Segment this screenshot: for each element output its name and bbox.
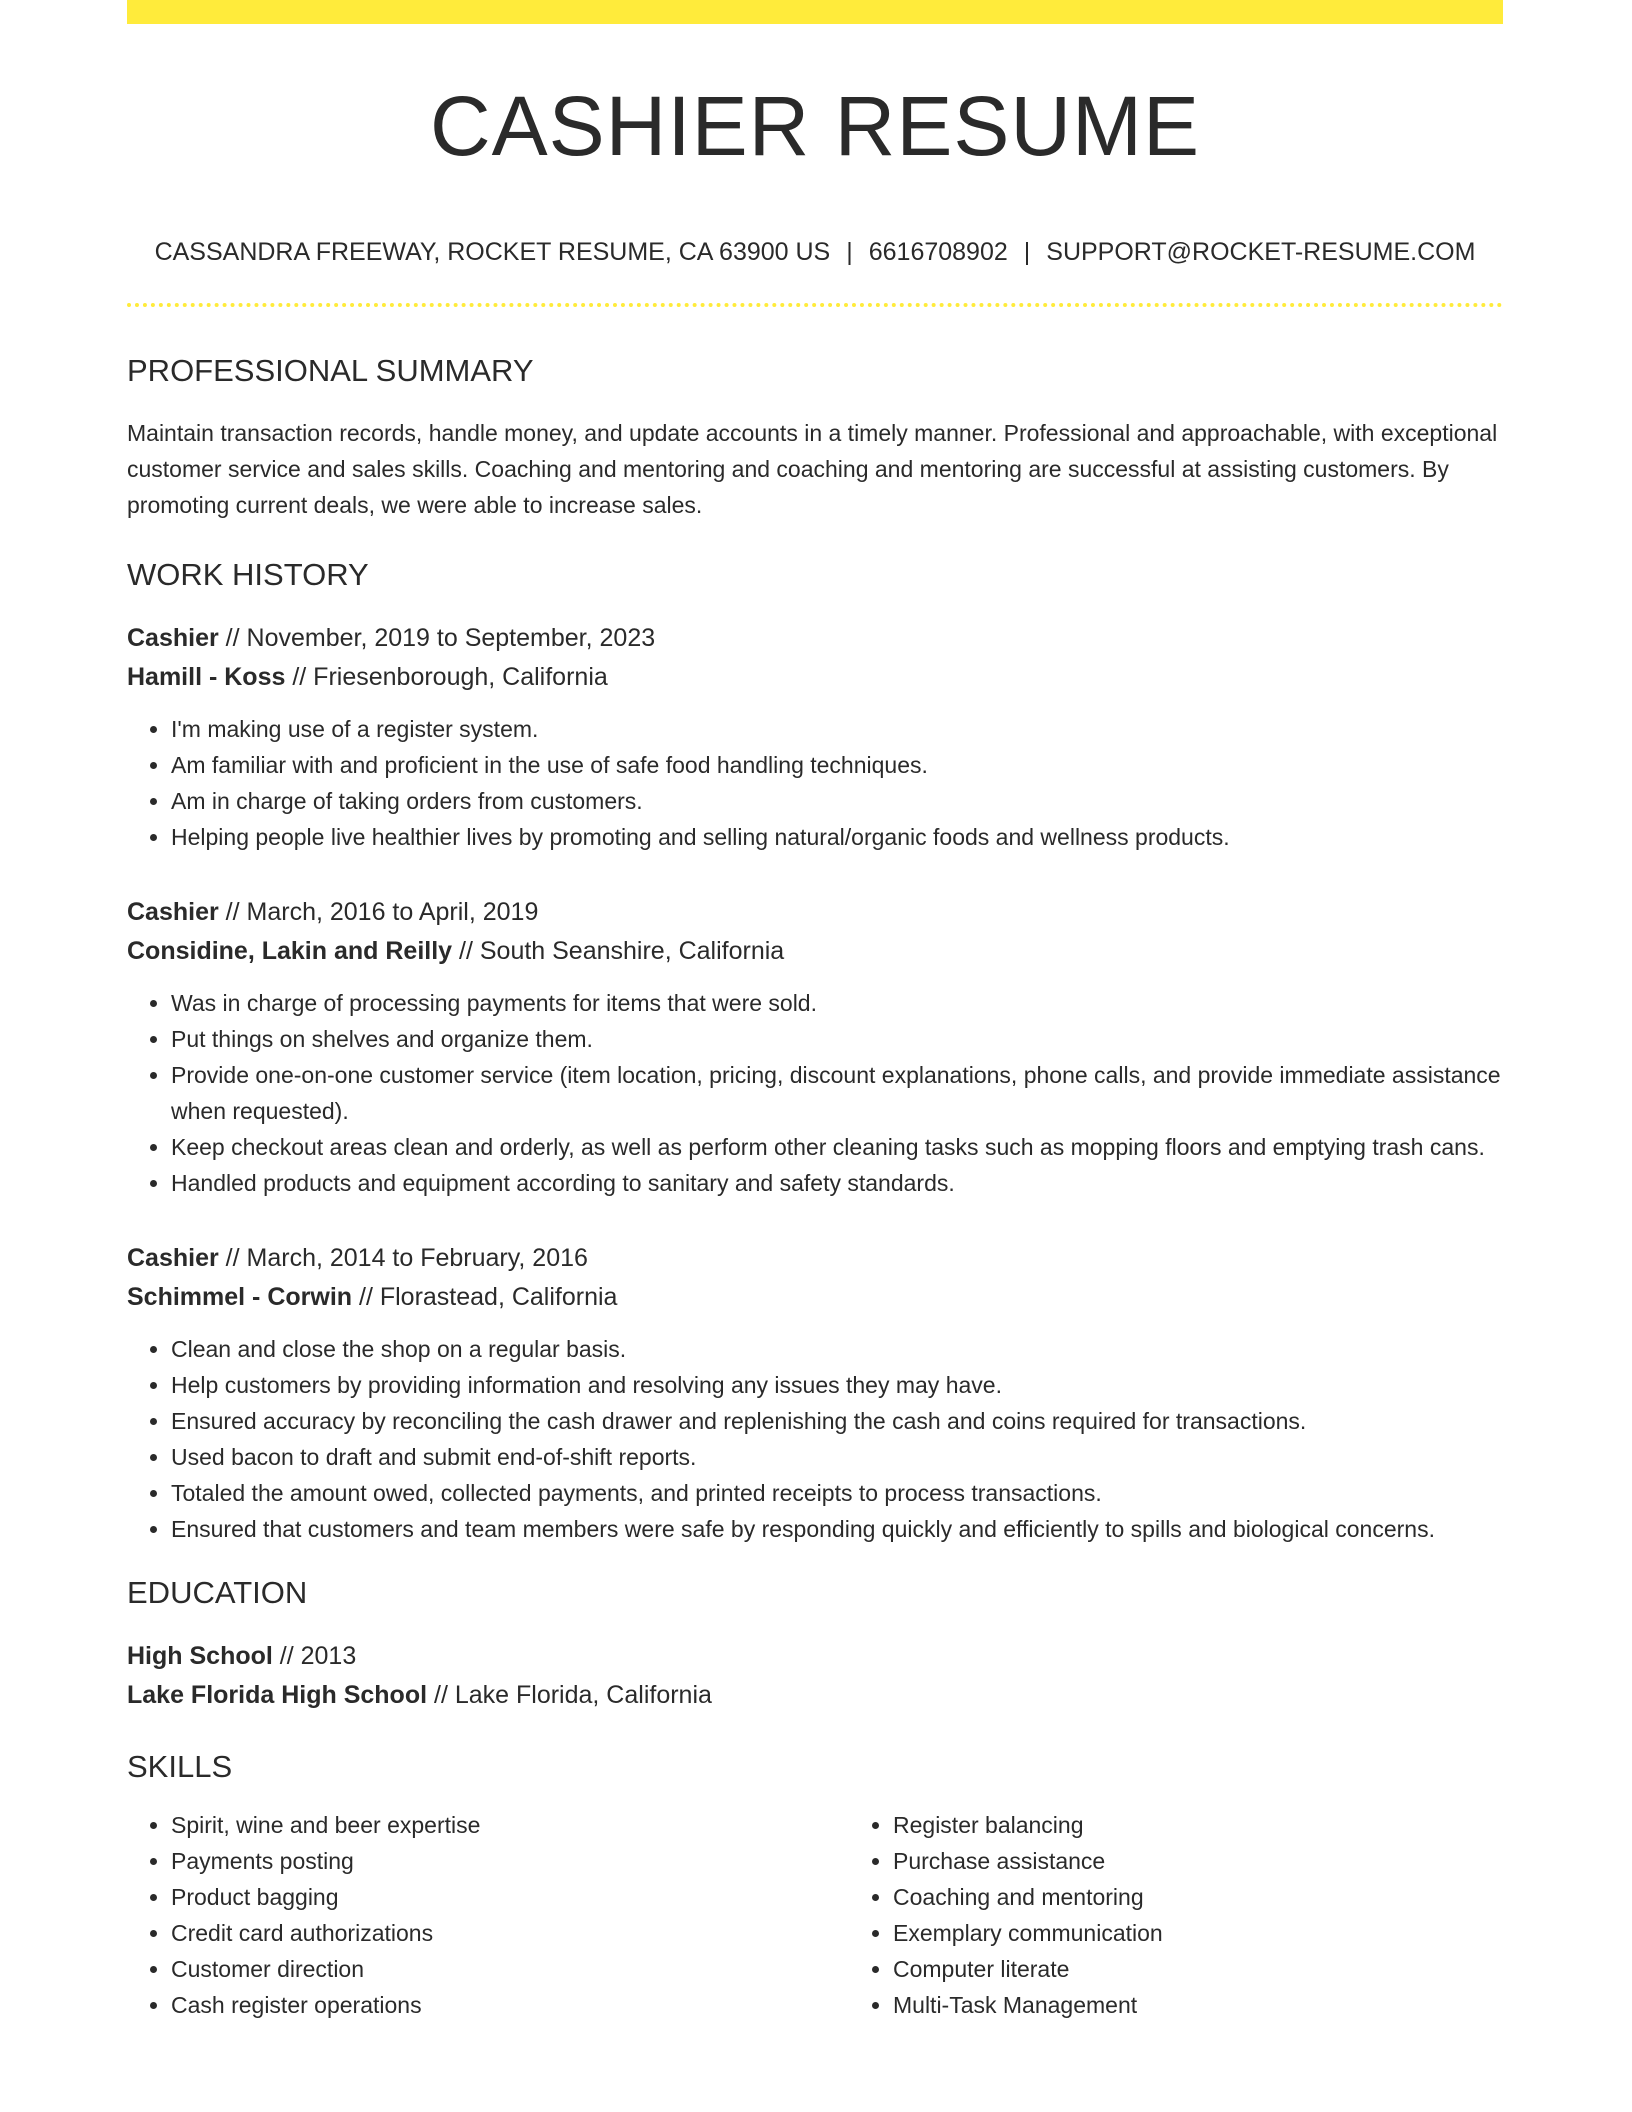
job-company-line	[127, 658, 1503, 697]
job-duty-item: • Helping people live healthier lives by promoting and selling natural/organic foods and wellness products.	[171, 819, 1503, 855]
skill-item: • Cash register operations	[171, 1987, 849, 2023]
job-company-line	[127, 932, 1503, 971]
contact-line	[127, 238, 1503, 267]
job-title-line	[127, 1239, 1503, 1278]
education-school-line	[127, 1676, 1503, 1715]
skill-item: • Register balancing	[893, 1807, 1503, 1843]
contact-address: CASSANDRA FREEWAY, ROCKET RESUME, CA 63900 US	[154, 238, 831, 266]
contact-separator: |	[1023, 238, 1031, 266]
resume-page	[127, 0, 1503, 2023]
skill-item: • Purchase assistance	[893, 1843, 1503, 1879]
summary-text: Maintain transaction records, handle money, and update accounts in a timely manner. Professional and approachable, with exceptional customer service and sales skills. Coaching and mentoring and coaching and mentoring are successful at assisting customers. By promoting current deals, we were able to increase sales.	[127, 420, 1498, 518]
education-delimiter: //	[427, 1681, 455, 1709]
skills-left-list	[127, 1807, 849, 2023]
job-duty-item: • Was in charge of processing payments for items that were sold.	[171, 985, 1503, 1021]
contact-email: SUPPORT@ROCKET-RESUME.COM	[1046, 238, 1476, 266]
accent-top-bar	[127, 0, 1503, 24]
job-duty-item: • Ensured accuracy by reconciling the cash drawer and replenishing the cash and coins required for transactions.	[171, 1403, 1503, 1439]
job-delimiter: //	[352, 1283, 380, 1311]
skill-item: • Coaching and mentoring	[893, 1879, 1503, 1915]
education-heading: EDUCATION	[127, 1575, 308, 1610]
job-location: Florastead, California	[379, 1283, 618, 1311]
job-company: Considine, Lakin and Reilly	[127, 937, 453, 965]
job-title-line	[127, 893, 1503, 932]
education-year: 2013	[300, 1642, 357, 1670]
job-duty-item: • Provide one-on-one customer service (item location, pricing, discount explanations, phone calls, and provide immediate assistance when requested).	[171, 1057, 1503, 1129]
job-role: Cashier	[127, 898, 219, 926]
work-history-list	[127, 619, 1503, 1547]
job-duties-list	[127, 985, 1503, 1201]
job-duties-list	[127, 711, 1503, 855]
skill-item: • Multi-Task Management	[893, 1987, 1503, 2023]
skills-right-list	[849, 1807, 1503, 2023]
job-duty-item: • Keep checkout areas clean and orderly, as well as perform other cleaning tasks such as mopping floors and emptying trash cans.	[171, 1129, 1503, 1165]
education-entry	[127, 1637, 1503, 1715]
job-entry	[127, 893, 1503, 1201]
job-location: South Seanshire, California	[479, 937, 785, 965]
job-duty-item: • Used bacon to draft and submit end-of-shift reports.	[171, 1439, 1503, 1475]
education-school: Lake Florida High School	[127, 1681, 428, 1709]
job-duty-item: • Put things on shelves and organize them.	[171, 1021, 1503, 1057]
education-location: Lake Florida, California	[454, 1681, 712, 1709]
job-entry	[127, 1239, 1503, 1547]
job-company: Hamill - Koss	[127, 663, 286, 691]
skill-item: • Customer direction	[171, 1951, 849, 1987]
skill-item: • Spirit, wine and beer expertise	[171, 1807, 849, 1843]
contact-separator: |	[846, 238, 853, 266]
job-dates: November, 2019 to September, 2023	[246, 624, 656, 652]
contact-phone: 6616708902	[868, 238, 1008, 266]
work-history-heading: WORK HISTORY	[127, 557, 369, 592]
job-duty-item: • Am familiar with and proficient in the use of safe food handling techniques.	[171, 747, 1503, 783]
job-delimiter: //	[452, 937, 480, 965]
job-duty-item: • I'm making use of a register system.	[171, 711, 1503, 747]
job-location: Friesenborough, California	[313, 663, 608, 691]
job-delimiter: //	[218, 898, 247, 926]
job-delimiter: //	[218, 1244, 247, 1272]
job-company-line	[127, 1278, 1503, 1317]
job-role: Cashier	[127, 624, 219, 652]
skill-item: • Computer literate	[893, 1951, 1503, 1987]
job-delimiter: //	[285, 663, 314, 691]
job-dates: March, 2014 to February, 2016	[246, 1244, 588, 1272]
job-duty-item: • Ensured that customers and team members were safe by responding quickly and efficiently to spills and biological concerns.	[171, 1511, 1503, 1547]
job-delimiter: //	[218, 624, 247, 652]
education-degree-line	[127, 1637, 1503, 1676]
job-duty-item: • Clean and close the shop on a regular basis.	[171, 1331, 1503, 1367]
summary-heading: PROFESSIONAL SUMMARY	[127, 353, 534, 388]
job-entry	[127, 619, 1503, 855]
job-title-line	[127, 619, 1503, 658]
education-degree: High School	[127, 1642, 273, 1670]
resume-title: CASHIER RESUME	[429, 79, 1201, 173]
job-duties-list	[127, 1331, 1503, 1547]
job-duty-item: • Help customers by providing information and resolving any issues they may have.	[171, 1367, 1503, 1403]
education-delimiter: //	[272, 1642, 301, 1670]
job-duty-item: • Am in charge of taking orders from customers.	[171, 783, 1503, 819]
dotted-divider	[127, 303, 1503, 307]
job-role: Cashier	[127, 1244, 219, 1272]
skills-columns	[127, 1807, 1503, 2023]
skill-item: • Payments posting	[171, 1843, 849, 1879]
skill-item: • Credit card authorizations	[171, 1915, 849, 1951]
job-company: Schimmel - Corwin	[127, 1283, 353, 1311]
skill-item: • Product bagging	[171, 1879, 849, 1915]
job-duty-item: • Totaled the amount owed, collected payments, and printed receipts to process transactions.	[171, 1475, 1503, 1511]
job-dates: March, 2016 to April, 2019	[246, 898, 539, 926]
skill-item: • Exemplary communication	[893, 1915, 1503, 1951]
skills-heading: SKILLS	[127, 1749, 233, 1784]
job-duty-item: • Handled products and equipment according to sanitary and safety standards.	[171, 1165, 1503, 1201]
